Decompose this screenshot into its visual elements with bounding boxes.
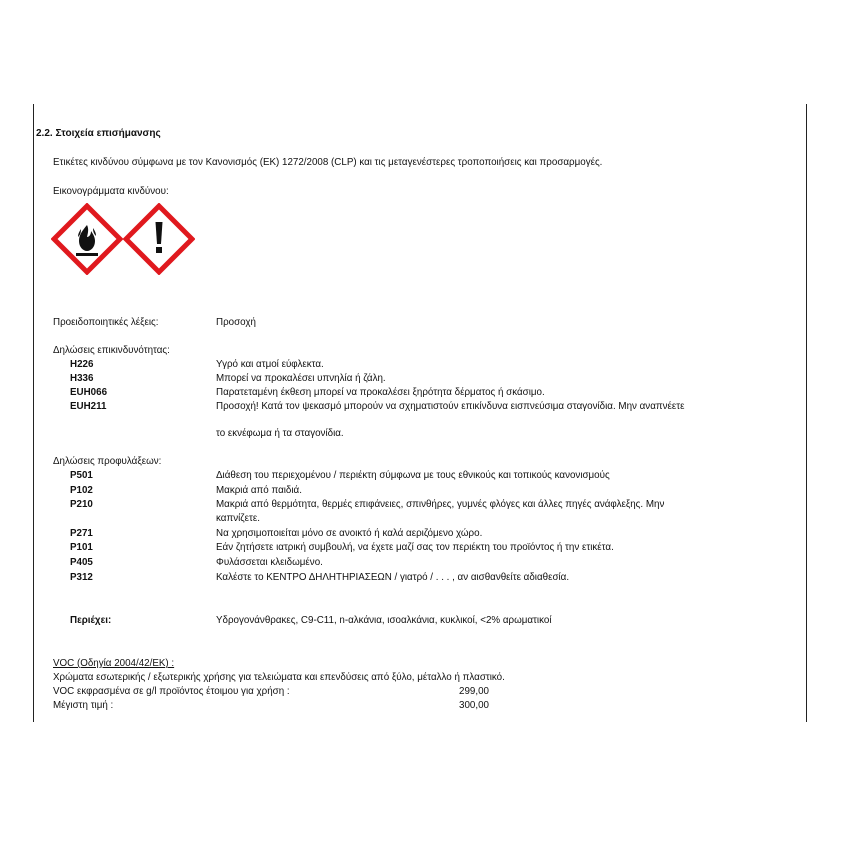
precaution-text: Φυλάσσεται κλειδωμένο. <box>216 557 323 568</box>
voc-row-value: 299,00 <box>459 686 489 697</box>
precaution-text: Εάν ζητήσετε ιατρική συμβουλή, να έχετε μαζί σας τον περιέκτη του προϊόντος ή την ετικέτα. <box>216 542 614 553</box>
right-border-line <box>806 104 807 722</box>
hazard-code: EUH211 <box>70 401 107 412</box>
flame-base <box>76 253 98 256</box>
intro-text: Ετικέτες κινδύνου σύμφωνα με τον Κανονισμός (ΕΚ) 1272/2008 (CLP) και τις μεταγενέστερες τροποποιήσεις και προσαρμογές. <box>53 157 603 168</box>
hazard-code: EUH066 <box>70 387 108 398</box>
precaution-code: P405 <box>70 557 93 568</box>
voc-row-label: VOC εκφρασμένα σε g/l προϊόντος έτοιμου για χρήση : <box>53 686 290 697</box>
contains-value: Υδρογονάνθρακες, C9-C11, n-αλκάνια, ισοαλκάνια, κυκλικοί, <2% αρωματικοί <box>216 615 552 626</box>
precaution-code: P101 <box>70 542 93 553</box>
precaution-text: Μακριά από παιδιά. <box>216 485 302 496</box>
precaution-text: Διάθεση του περιεχομένου / περιέκτη σύμφωνα με τους εθνικούς και τοπικούς κανονισμούς <box>216 470 610 481</box>
precaution-code: P501 <box>70 470 93 481</box>
hazard-text: Παρατεταμένη έκθεση μπορεί να προκαλέσει ξηρότητα δέρματος ή σκάσιμο. <box>216 387 545 398</box>
precaution-statements-label: Δηλώσεις προφυλάξεων: <box>53 456 162 467</box>
left-border-line <box>33 104 34 722</box>
hazard-text: Προσοχή! Κατά τον ψεκασμό μπορούν να σχηματιστούν επικίνδυνα εισπνεύσιμα σταγονίδια. Μην αναπνέετε <box>216 401 685 412</box>
voc-description: Χρώματα εσωτερικής / εξωτερικής χρήσης για τελειώματα και επενδύσεις από ξύλο, μέταλλο ή πλαστικό. <box>53 672 505 683</box>
exclamation-dot <box>156 247 162 253</box>
section-title: 2.2. Στοιχεία επισήμανσης <box>36 128 161 139</box>
precaution-code: P102 <box>70 485 93 496</box>
precaution-text: Καλέστε το ΚΕΝΤΡΟ ΔΗΛΗΤΗΡΙΑΣΕΩΝ / γιατρό / . . . , αν αισθανθείτε αδιαθεσία. <box>216 572 570 583</box>
hazard-code: H226 <box>70 359 94 370</box>
signal-word-value: Προσοχή <box>216 317 256 328</box>
pictograms-label: Εικονογράμματα κινδύνου: <box>53 186 169 197</box>
precaution-code: P210 <box>70 499 93 510</box>
precaution-text: Μακριά από θερμότητα, θερμές επιφάνειες, σπινθήρες, γυμνές φλόγες και άλλες πηγές ανάφλεξης. Μην <box>216 499 665 510</box>
hazard-text: Μπορεί να προκαλέσει υπνηλία ή ζάλη. <box>216 373 386 384</box>
hazard-text-continued: το εκνέφωμα ή τα σταγονίδια. <box>216 428 344 439</box>
hazard-statements-label: Δηλώσεις επικινδυνότητας: <box>53 345 170 356</box>
precaution-text-continued: καπνίζετε. <box>216 513 260 524</box>
signal-word-label: Προειδοποιητικές λέξεις: <box>53 317 159 328</box>
voc-row-label: Μέγιστη τιμή : <box>53 700 114 711</box>
precaution-code: P271 <box>70 528 93 539</box>
voc-row-value: 300,00 <box>459 700 489 711</box>
flame-pictogram-icon <box>51 203 123 275</box>
hazard-code: H336 <box>70 373 94 384</box>
exclamation-pictogram-icon <box>123 203 195 275</box>
hazard-text: Υγρό και ατμοί εύφλεκτα. <box>216 359 324 370</box>
voc-title: VOC (Οδηγία 2004/42/ΕΚ) : <box>53 658 175 669</box>
precaution-code: P312 <box>70 572 93 583</box>
precaution-text: Να χρησιμοποιείται μόνο σε ανοικτό ή καλά αεριζόμενο χώρο. <box>216 528 483 539</box>
contains-label: Περιέχει: <box>70 615 112 626</box>
